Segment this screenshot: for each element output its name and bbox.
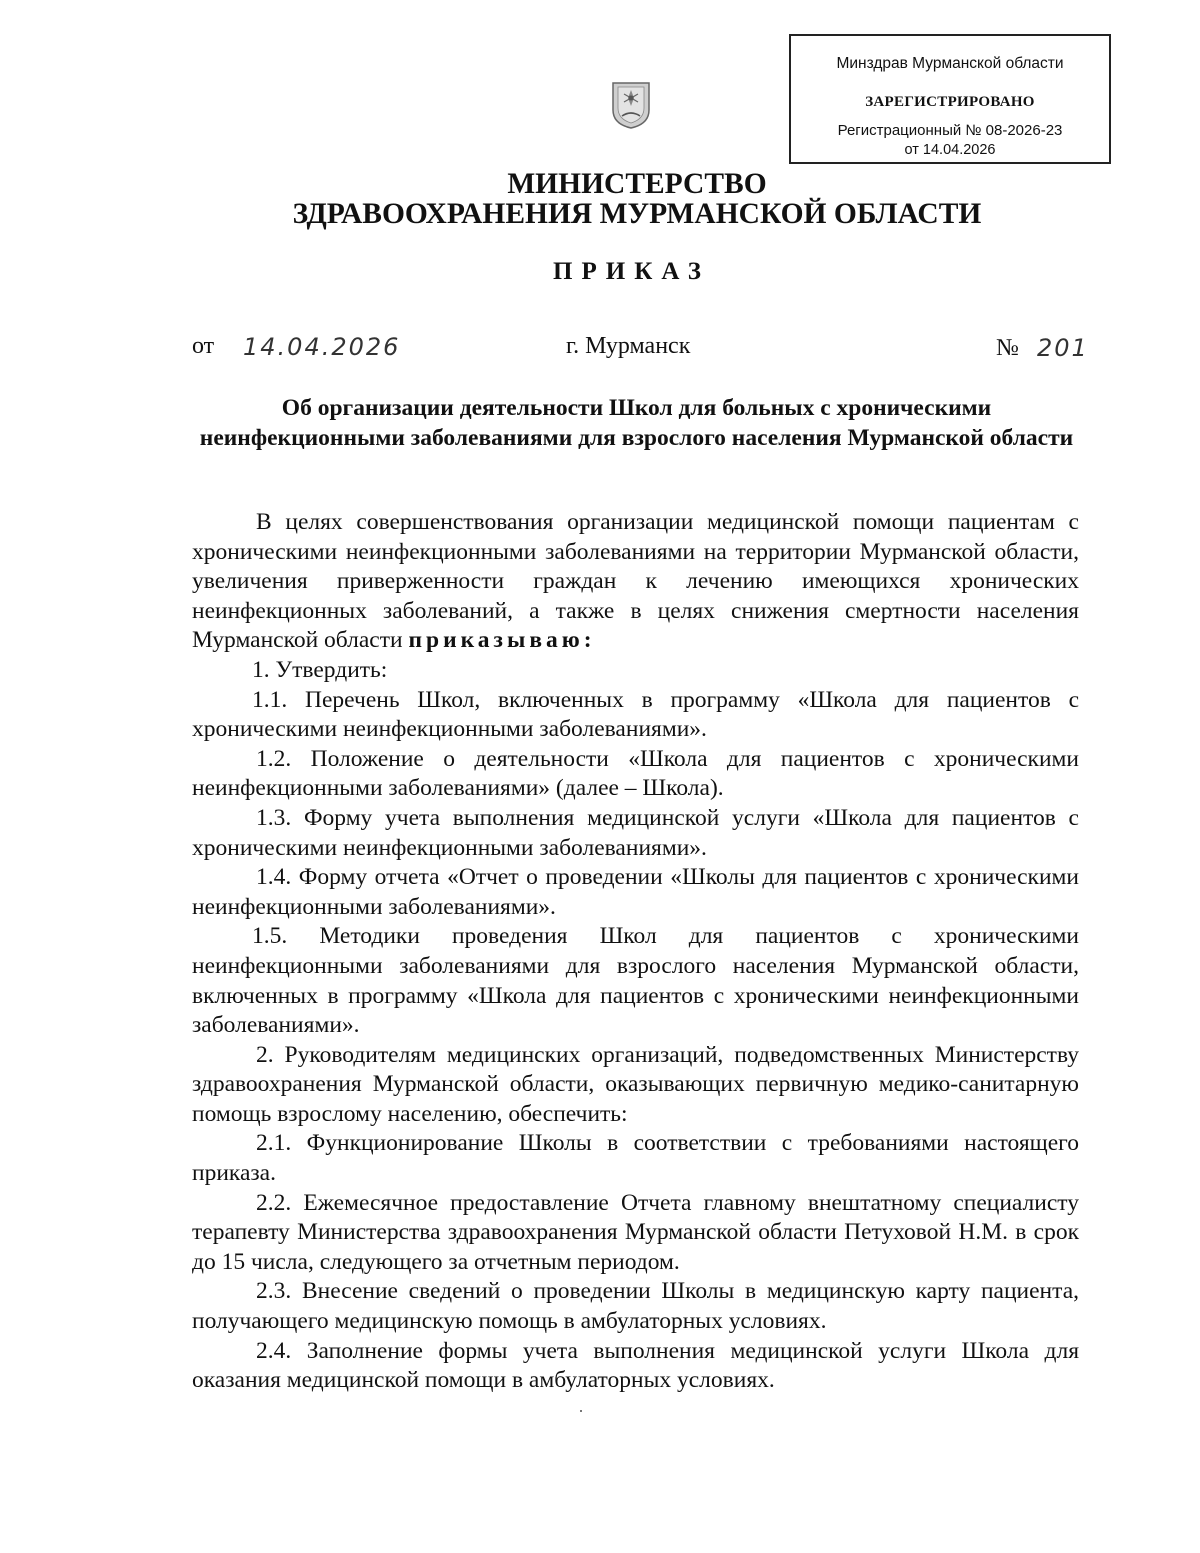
order-word: приказываю: (408, 627, 596, 654)
body-item: 2.3. Внесение сведений о проведении Школы в медицинскую карту пациента, получающего медицинскую помощь в амбулаторных условиях. (192, 1278, 1079, 1335)
ministry-title-line1: МИНИСТЕРСТВО (507, 168, 767, 200)
body-item: 1.5. Методики проведения Школ для пациентов с хроническими неинфекционными заболеваниями для взрослого населения Мурманской области, включенных в программу «Школа для пациентов с хроническими неинфекционными заболеваниями». (192, 923, 1079, 1039)
order-body (192, 508, 1079, 1396)
body-item: 1. Утвердить: (252, 656, 388, 683)
body-item: 2.1. Функционирование Школы в соответствии с требованиями настоящего приказа. (192, 1130, 1079, 1187)
body-item: 2.4. Заполнение формы учета выполнения медицинской услуги Школа для оказания медицинской помощи в амбулаторных условиях. (192, 1337, 1079, 1394)
registration-stamp (789, 34, 1111, 164)
order-title: Об организации деятельности Школ для больных с хроническими неинфекционными заболеваниями для взрослого населения Мурманской области (199, 395, 1074, 451)
date-label: от (192, 333, 215, 359)
handwritten-number: 201 (1037, 334, 1089, 362)
document-type: ПРИКАЗ (553, 258, 710, 285)
stamp-reg-number: Регистрационный № 08-2026-23 (837, 122, 1063, 139)
coat-of-arms-icon (610, 80, 652, 130)
ministry-title-line2: ЗДРАВООХРАНЕНИЯ МУРМАНСКОЙ ОБЛАСТИ (292, 198, 982, 230)
scan-speck (580, 1410, 582, 1412)
stamp-ministry: Минздрав Мурманской области (836, 55, 1064, 72)
preamble-paragraph (192, 508, 1079, 656)
body-item: 2.2. Ежемесячное предоставление Отчета главному внештатному специалисту терапевту Министерства здравоохранения Мурманской области Петуховой Н.М. в срок до 15 числа, следующего за отчетным периодом. (192, 1189, 1079, 1275)
number-label: № (996, 335, 1019, 361)
preamble-text: В целях совершенствования организации медицинской помощи пациентам с хроническими неинфекционными заболеваниями на территории Мурманской области, увеличения приверженности граждан к лечению имеющихся хронических неинфекционных заболеваний, а также в целях снижения смертности населения Мурманской области (192, 509, 1079, 654)
body-item: 1.1. Перечень Школ, включенных в программу «Школа для пациентов с хроническими неинфекционными заболеваниями». (192, 686, 1079, 743)
body-item: 1.2. Положение о деятельности «Школа для пациентов с хроническими неинфекционными заболеваниями» (далее – Школа). (192, 745, 1079, 802)
handwritten-date: 14.04.2026 (243, 333, 401, 361)
body-item: 1.3. Форму учета выполнения медицинской услуги «Школа для пациентов с хроническими неинфекционными заболеваниями». (192, 804, 1079, 861)
city: г. Мурманск (566, 333, 691, 359)
stamp-status: ЗАРЕГИСТРИРОВАНО (865, 94, 1035, 110)
stamp-reg-date: от 14.04.2026 (904, 142, 996, 158)
body-item: 1.4. Форму отчета «Отчет о проведении «Школы для пациентов с хроническими неинфекционными заболеваниями». (192, 864, 1079, 920)
body-item: 2. Руководителям медицинских организаций, подведомственных Министерству здравоохранения Мурманской области, оказывающих первичную медико-санитарную помощь взрослому населению, обеспечить: (192, 1041, 1079, 1127)
